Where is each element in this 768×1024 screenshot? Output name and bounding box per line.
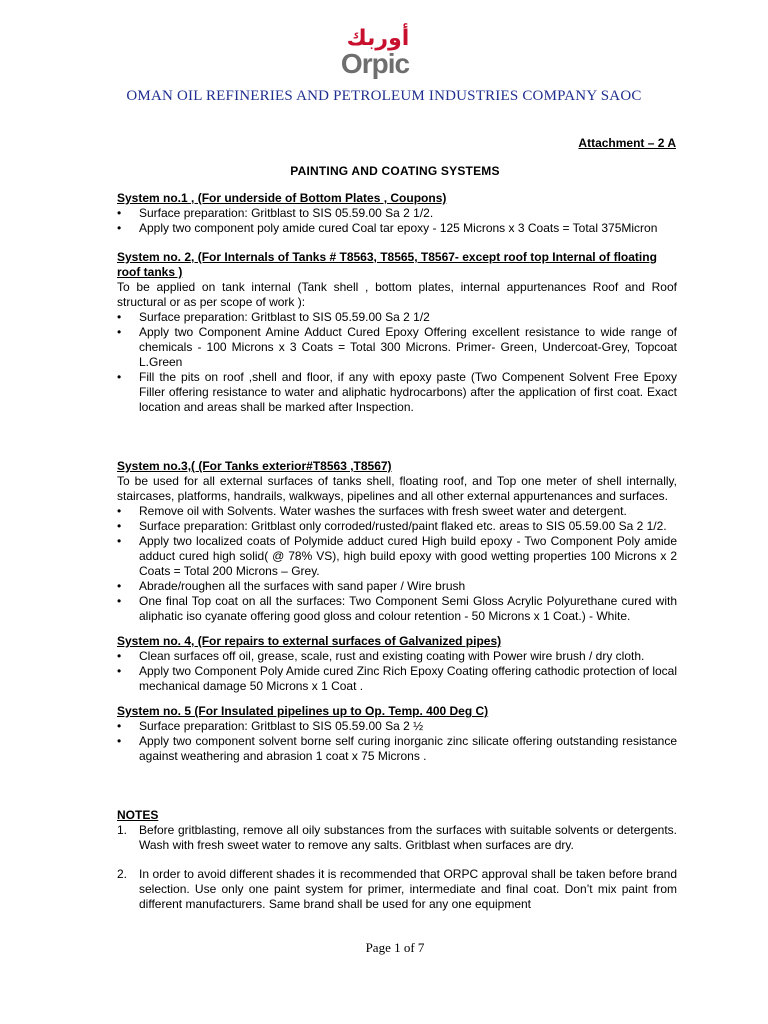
note-number: 1. <box>117 823 128 837</box>
system-1-title: System no.1 , (For underside of Bottom Plates , Coupons) <box>117 191 447 205</box>
list-item: • Apply two localized coats of Polymide adduct cured High build epoxy - Two Component Poly amide adduct cured high solid( @ 78% VS), high build epoxy with good wetting properties 100 Microns x 2 Coats = Total 200 Microns – Grey. <box>117 534 677 579</box>
list-item: • Surface preparation: Gritblast to SIS 05.59.00 Sa 2 1/2 <box>117 310 677 325</box>
document-title: PAINTING AND COATING SYSTEMS <box>290 164 500 178</box>
list-item: • Abrade/roughen all the surfaces with sand paper / Wire brush <box>117 579 677 594</box>
attachment-label: Attachment – 2 A <box>578 136 676 150</box>
system-3-bullets <box>117 504 677 624</box>
list-item: • Apply two Component Amine Adduct Cured Epoxy Offering excellent resistance to wide range of chemicals - 100 Microns x 3 Coats = Total 300 Microns. Primer- Green, Undercoat-Grey, Topcoat L.Green <box>117 325 677 370</box>
system-2-bullets <box>117 310 677 415</box>
system-2-intro: To be applied on tank internal (Tank shell , bottom plates, internal appurtenances Roof and Roof structural or as per scope of work ): <box>117 280 677 309</box>
notes-section <box>117 808 677 912</box>
logo-latin-text: Orpic <box>340 48 410 79</box>
system-4-title: System no. 4, (For repairs to external surfaces of Galvanized pipes) <box>117 634 502 648</box>
list-item: • Surface preparation: Gritblast only corroded/rusted/paint flaked etc. areas to SIS 05.59.00 Sa 2 1/2. <box>117 519 677 534</box>
notes-list <box>117 823 677 912</box>
page-number: Page 1 of 7 <box>365 940 425 955</box>
company-name: OMAN OIL REFINERIES AND PETROLEUM INDUSTRIES COMPANY SAOC <box>126 88 642 104</box>
system-1-bullets <box>117 206 677 236</box>
note-text: In order to avoid different shades it is recommended that ORPC approval shall be taken before brand selection. Use only one paint system for primer, intermediate and final coat. Don’t mix paint from different manufacturers. Same brand shall be used for any one equipment <box>139 867 677 911</box>
notes-title: NOTES <box>117 808 159 822</box>
list-item: • Apply two Component Poly Amide cured Zinc Rich Epoxy Coating offering cathodic protection of local mechanical damage 50 Microns x 1 Coat . <box>117 664 677 694</box>
list-item: • Clean surfaces off oil, grease, scale, rust and existing coating with Power wire brush / dry cloth. <box>117 649 677 664</box>
note-number: 2. <box>117 867 128 881</box>
list-item: • Surface preparation: Gritblast to SIS 05.59.00 Sa 2 1/2. <box>117 206 677 221</box>
system-1-section <box>117 191 677 236</box>
system-4-bullets <box>117 649 677 694</box>
list-item: • Fill the pits on roof ,shell and floor, if any with epoxy paste (Two Compenent Solvent Free Epoxy Filler offering resistance to water and aliphatic hydrocarbons) after the application of first coat. Exact location and areas shall be marked after Inspection. <box>117 370 677 415</box>
list-item: • One final Top coat on all the surfaces: Two Component Semi Gloss Acrylic Polyurethane cured with aliphatic iso cyanate offering good gloss and colour retention - 50 Microns x 1 Coat.) - White. <box>117 594 677 624</box>
list-item: • Remove oil with Solvents. Water washes the surfaces with fresh sweet water and detergent. <box>117 504 677 519</box>
list-item: • Surface preparation: Gritblast to SIS 05.59.00 Sa 2 ½ <box>117 719 677 734</box>
system-5-section <box>117 704 677 764</box>
system-5-title: System no. 5 (For Insulated pipelines up to Op. Temp. 400 Deg C) <box>117 704 489 718</box>
document-body <box>117 191 677 912</box>
system-5-bullets <box>117 719 677 764</box>
system-3-title: System no.3,( (For Tanks exterior#T8563 ,T8567) <box>117 459 392 473</box>
system-4-section <box>117 634 677 694</box>
system-3-section <box>117 459 677 624</box>
note-text: Before gritblasting, remove all oily substances from the surfaces with suitable solvents or detergents. Wash with fresh sweet water to remove any salts. Gritblast when surfaces are dry. <box>139 823 677 852</box>
logo-arabic-text: أوربك <box>346 26 410 51</box>
list-item: • Apply two component poly amide cured Coal tar epoxy - 125 Microns x 3 Coats = Total 375Micron <box>117 221 677 236</box>
list-item: • Apply two component solvent borne self curing inorganic zinc silicate offering outstanding resistance against weathering and abrasion 1 coat x 75 Microns . <box>117 734 677 764</box>
system-2-section <box>117 250 677 415</box>
system-2-title: System no. 2, (For Internals of Tanks # T8563, T8565, T8567- except roof top Internal of floating roof tanks ) <box>117 250 657 279</box>
note-item <box>117 867 677 912</box>
note-item <box>117 823 677 853</box>
orpic-logo <box>330 26 420 82</box>
system-3-intro: To be used for all external surfaces of tanks shell, floating roof, and Top one meter of shell internally, staircases, platforms, handrails, walkways, pipelines and all other external appurtenances and surfaces. <box>117 474 677 503</box>
